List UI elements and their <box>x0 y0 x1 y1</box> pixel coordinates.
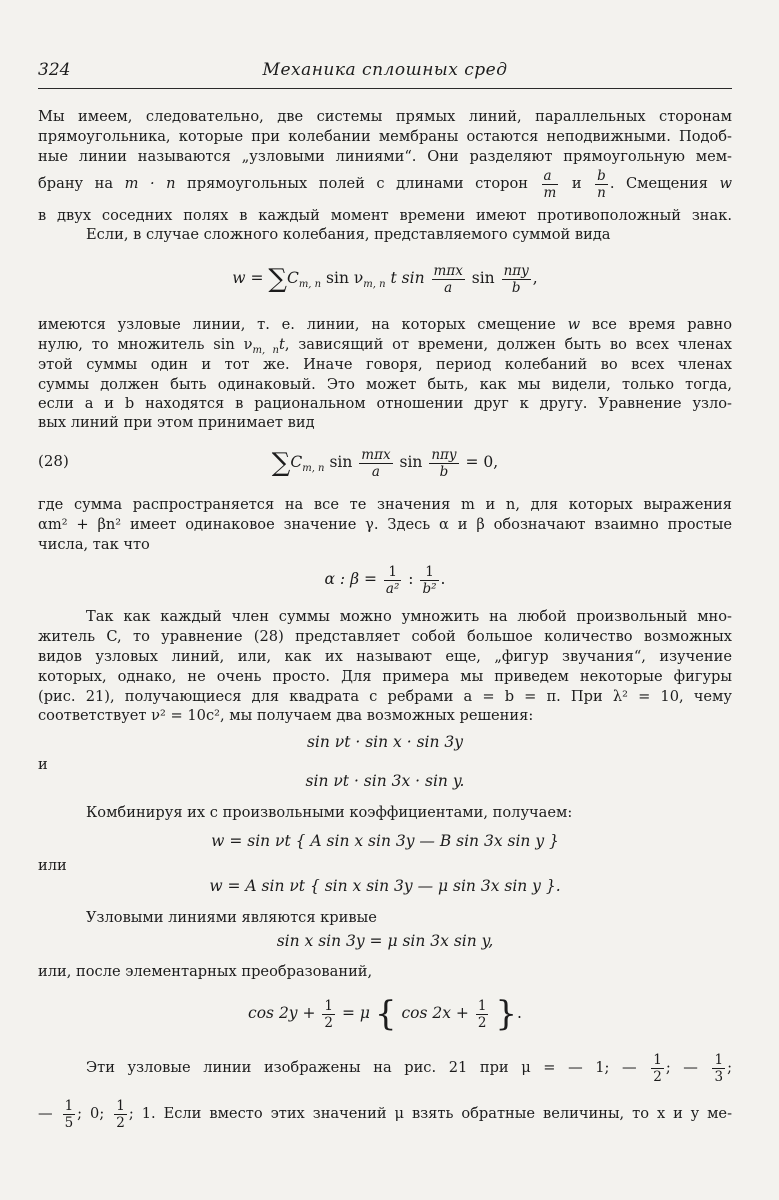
text-line: числа, так что <box>38 536 150 553</box>
text-line: видов узловых линий, или, как их называют еще, „фигур звучания“, изучение <box>38 648 732 665</box>
page-header <box>38 60 732 84</box>
text-line: Узловыми линиями являются кривые <box>86 909 377 926</box>
text-line: суммы должен быть одинаковый. Это может быть, как мы видели, только тогда, <box>38 376 732 393</box>
text-line: — $\frac{1}{5}$ ; 0; $\frac{1}{2}$ ; 1. Если вместо этих значений μ взять обратные величины, то x и y ме- <box>38 1097 732 1131</box>
page-number: 324 <box>38 60 71 80</box>
equation-combination-1: w = sin νt { A sin x sin 3y — B sin 3x sin y } <box>211 832 559 850</box>
running-title: Механика сплошных сред <box>262 60 508 80</box>
text-line: Комбинируя их с произвольными коэффициентами, получаем: <box>86 804 573 821</box>
text-line: (рис. 21), получающиеся для квадрата с ребрами a = b = π. При λ² = 10, чему <box>38 688 732 705</box>
page <box>38 0 732 1200</box>
text-line: Эти узловые линии изображены на рис. 21 при μ = — 1; — $\frac{1}{2}$ ; — $\frac{1}{3}$ ; <box>86 1051 732 1085</box>
equation-combination-2: w = A sin νt { sin x sin 3y — μ sin 3x sin y }. <box>209 877 561 895</box>
text-line-and: и <box>38 756 48 773</box>
equation-number: (28) <box>38 452 69 470</box>
text-line: Мы имеем, следовательно, две системы прямых линий, параллельных сторонам <box>38 108 732 125</box>
equation-28: $\sum C_{m, n}$ sin $\frac{\text{mπx}}{a}$ sin $\frac{\text{nπy}}{b}$ = 0, <box>271 446 499 480</box>
text-line: житель C, то уравнение (28) представляет собой большое количество возможных <box>38 628 732 645</box>
header-rule <box>38 88 732 89</box>
text-line: или, после элементарных преобразований, <box>38 963 373 980</box>
text-line: если a и b находятся в рациональном отношении друг к другу. Уравнение узло- <box>38 395 732 412</box>
text-line: которых, однако, не очень просто. Для примера мы приведем некоторые фигуры <box>38 668 732 685</box>
text-line: прямоугольника, которые при колебании мембраны остаются неподвижными. Подоб- <box>38 128 732 145</box>
equation-solution-1: sin νt · sin x · sin 3y <box>306 733 464 751</box>
text-line: где сумма распространяется на все те значения m и n, для которых выражения <box>38 496 732 513</box>
equation-ratio: α : β = $\frac{1}{\text{a²}}$ : $\frac{1}{\text{b²}}$ . <box>324 563 446 597</box>
text-line: αm² + βn² имеет одинаковое значение γ. Здесь α и β обозначают взаимно простые <box>38 516 732 533</box>
equation-solution-2: sin νt · sin 3x · sin y. <box>305 772 465 790</box>
text-line: соответствует ν² = 10c², мы получаем два возможных решения: <box>38 707 534 724</box>
text-line: этой суммы один и тот же. Иначе говоря, период колебаний во всех членах <box>38 356 732 373</box>
text-line: ные линии называются „узловыми линиями“. Они разделяют прямоугольную мем- <box>38 148 732 165</box>
fraction-b-over-n: $\frac{b}{n}$ <box>597 167 606 201</box>
text-line: имеются узловые линии, т. е. линии, на которых смещение w все время равно <box>38 316 732 333</box>
text-line: нулю, то множитель $\sin \nu_{m, n}t$, зависящий от времени, должен быть во всех членах <box>38 336 732 356</box>
fraction-a-over-m: $\frac{a}{m}$ <box>543 167 557 201</box>
text-line-or: или <box>38 857 67 874</box>
text-line: вых линий при этом принимает вид <box>38 414 315 431</box>
equation-cos: cos 2y + $\frac{1}{2}$ = μ { cos 2x + $\frac{1}{2}$ }. <box>248 994 522 1034</box>
text-line: Так как каждый член суммы можно умножить на любой произвольный мно- <box>86 608 732 625</box>
equation-w-sum: $w = \sum C_{m, n}$ $\sin \nu_{m, n}$ t sin $\frac{\text{mπx}}{a}$ sin $\frac{\text{nπy}}{b}$ , <box>232 262 538 296</box>
text-line: брану на m · n прямоугольных полей с длинами сторон $\frac{a}{m}$ и $\frac{b}{n}$ . Смещения w <box>38 167 732 201</box>
text-line: Если, в случае сложного колебания, представляемого суммой вида <box>86 226 611 243</box>
text-line: в двух соседних полях в каждый момент времени имеют противоположный знак. <box>38 207 732 224</box>
equation-curve: sin x sin 3y = μ sin 3x sin y, <box>276 932 494 950</box>
